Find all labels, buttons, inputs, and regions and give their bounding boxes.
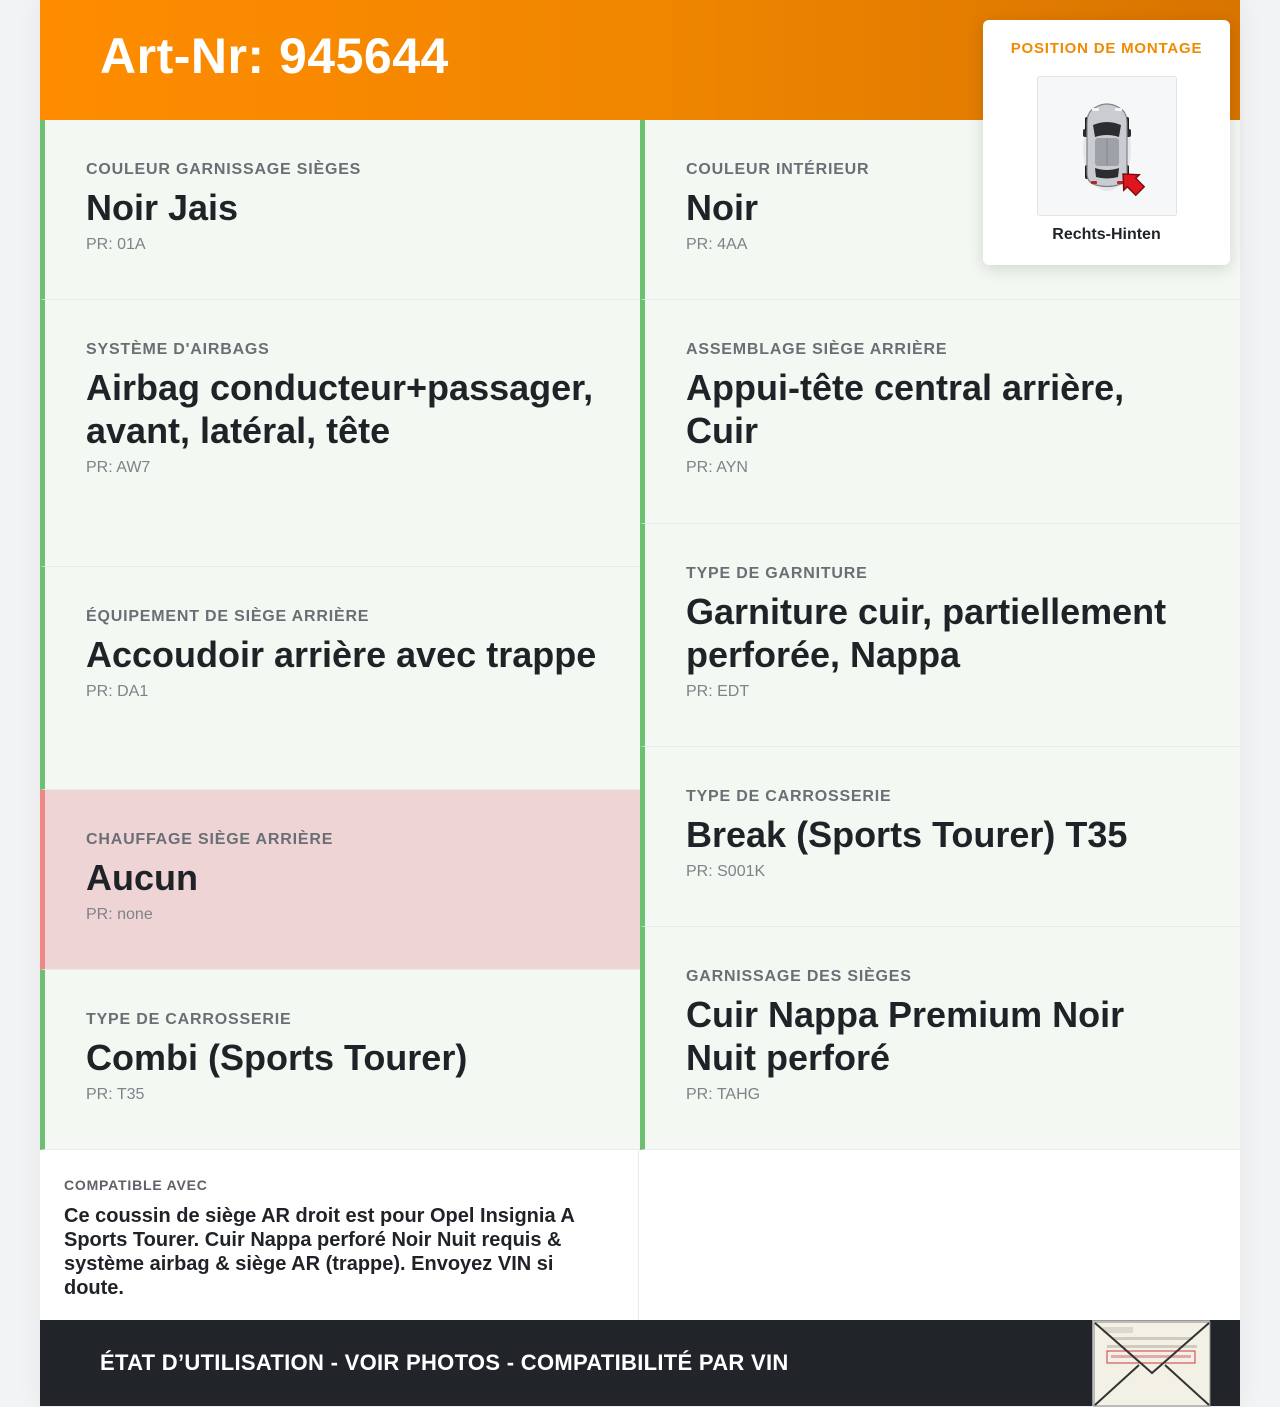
spec-cell-trim-type (640, 524, 1240, 747)
mounting-position-label: POSITION DE MONTAGE (1010, 40, 1203, 57)
spec-cell-body-type-break (640, 747, 1240, 927)
spec-column-right (640, 120, 1240, 1150)
spec-value: Airbag conducteur+passager, avant, latéral, tête (86, 367, 594, 451)
spec-value: Aucun (86, 857, 198, 898)
compatibility-label: COMPATIBLE AVEC (64, 1177, 208, 1193)
spec-pr-code: PR: TAHG (686, 1086, 761, 1103)
spec-cell-rear-seat-heating (40, 790, 640, 970)
spec-value: Combi (Sports Tourer) (86, 1037, 468, 1078)
spec-pr-code: PR: AYN (686, 459, 748, 476)
spec-label: TYPE DE CARROSSERIE (686, 788, 892, 805)
article-number: Art-Nr: 945644 (100, 28, 449, 84)
spec-label: TYPE DE CARROSSERIE (86, 1011, 292, 1028)
spec-pr-code: PR: none (86, 906, 153, 923)
footer-bar (40, 1320, 1240, 1406)
spec-value: Appui-tête central arrière, Cuir (686, 367, 1125, 451)
spec-pr-code: PR: AW7 (86, 459, 151, 476)
spec-cell-seat-upholstery (640, 927, 1240, 1150)
spec-label: TYPE DE GARNITURE (686, 565, 868, 582)
spec-label: COULEUR GARNISSAGE SIÈGES (86, 161, 362, 178)
envelope-icon (1092, 1320, 1210, 1406)
spec-label: ASSEMBLAGE SIÈGE ARRIÈRE (686, 341, 948, 358)
spec-cell-seat-cover-color (40, 120, 640, 300)
spec-pr-code: PR: S001K (686, 863, 766, 880)
spec-value: Accoudoir arrière avec trappe (86, 634, 597, 675)
spec-pr-code: PR: EDT (686, 683, 750, 700)
spec-value: Cuir Nappa Premium Noir Nuit perforé (686, 994, 1125, 1078)
spec-label: COULEUR INTÉRIEUR (686, 161, 870, 178)
spec-value: Break (Sports Tourer) T35 (686, 814, 1128, 855)
spec-value: Garniture cuir, partiellement perforée, Nappa (686, 591, 1167, 675)
compatibility-section (40, 1150, 639, 1320)
spec-column-left (40, 120, 640, 1150)
spec-label: GARNISSAGE DES SIÈGES (686, 968, 912, 985)
spec-pr-code: PR: DA1 (86, 683, 149, 700)
spec-value: Noir (686, 187, 758, 228)
spec-cell-rear-seat-equipment (40, 567, 640, 790)
spec-pr-code: PR: 4AA (686, 236, 748, 253)
car-rear-right-icon (1037, 76, 1177, 216)
spec-pr-code: PR: T35 (86, 1086, 145, 1103)
spec-label: SYSTÈME D'AIRBAGS (86, 341, 270, 358)
spec-cell-rear-seat-assembly (640, 300, 1240, 524)
spec-value: Noir Jais (86, 187, 239, 228)
spec-label: ÉQUIPEMENT DE SIÈGE ARRIÈRE (86, 608, 370, 625)
footer-text: ÉTAT D’UTILISATION - VOIR PHOTOS - COMPATIBILITÉ PAR VIN (100, 1350, 789, 1375)
spec-label: CHAUFFAGE SIÈGE ARRIÈRE (86, 831, 334, 848)
product-sheet (40, 0, 1240, 1406)
spec-cell-airbag-system (40, 300, 640, 567)
compatibility-text: Ce coussin de siège AR droit est pour Opel Insignia A Sports Tourer. Cuir Nappa perforé Noir Nuit requis & système airbag & siège AR (trappe). Envoyez VIN si doute. (64, 1205, 575, 1299)
mounting-position-value: Rechts-Hinten (1052, 226, 1161, 243)
spec-cell-body-type (40, 970, 640, 1150)
spec-pr-code: PR: 01A (86, 236, 146, 253)
mounting-position-card (983, 20, 1230, 265)
